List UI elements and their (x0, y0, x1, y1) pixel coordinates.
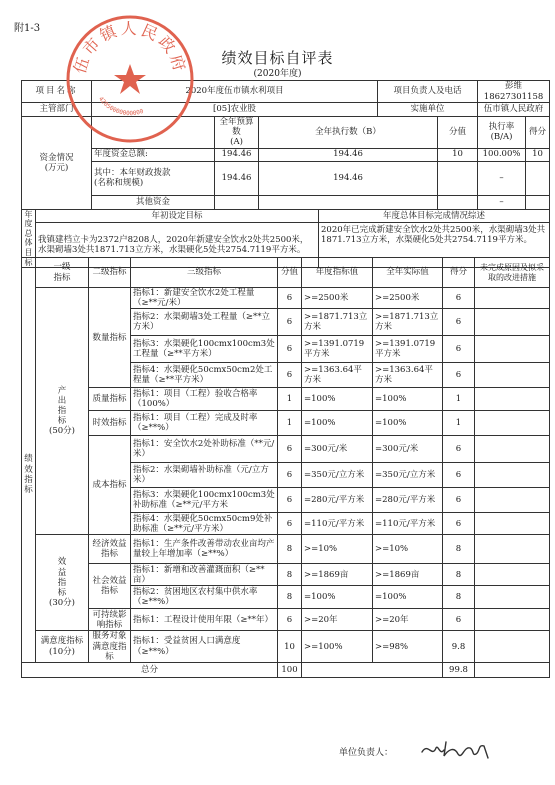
indicator-points: 6 (443, 488, 475, 513)
funds-score (438, 195, 478, 209)
dept-label: 主管部门 (22, 103, 92, 117)
col-header-l1: 一级 指标 (36, 258, 89, 288)
goals-target-text: 我镇建档立卡为2372户8208人，2020年新建安全饮水2处共2500米，水渠砌墙3处共1871.713立方米，水渠硬化5处共2754.7119平方米。 (36, 223, 319, 268)
indicator-score: 6 (278, 609, 302, 631)
funds-points (526, 195, 550, 209)
indicator-reason (475, 436, 550, 463)
indicator-target: =280元/平方米 (302, 488, 373, 513)
funds-col-rate: 执行率 (B/A) (478, 117, 526, 149)
indicator-points: 1 (443, 411, 475, 436)
indicator-reason (475, 336, 550, 363)
indicator-score: 8 (278, 535, 302, 564)
l3-indicator: 指标4：水渠硬化50cmx50cm9处补助标准（≥**元/平方米） (131, 513, 278, 535)
funds-rate: – (478, 161, 526, 195)
indicator-actual: >=1869亩 (373, 564, 443, 586)
indicator-points: 6 (443, 463, 475, 488)
indicator-score: 6 (278, 513, 302, 535)
indicator-row (22, 564, 550, 586)
indicator-actual: >=98% (373, 631, 443, 663)
seal-text: 伍市镇人民政府 (69, 18, 191, 77)
indicator-actual: =300元/米 (373, 436, 443, 463)
indicator-reason (475, 535, 550, 564)
indicator-reason (475, 488, 550, 513)
indicator-reason (475, 609, 550, 631)
indicator-row (22, 609, 550, 631)
goals-section-label: 年度 总体 目标 (22, 209, 36, 268)
indicator-target: >=1871.713立方米 (302, 309, 373, 336)
l3-indicator: 指标1：工程设计使用年限（≥**年） (131, 609, 278, 631)
indicator-score: 1 (278, 411, 302, 436)
indicator-section-label: 绩 效 指 标 (22, 288, 36, 663)
funds-row (22, 195, 550, 209)
indicator-score: 6 (278, 488, 302, 513)
indicator-actual: >=1363.64平方米 (373, 363, 443, 388)
funds-score (438, 161, 478, 195)
indicator-target: =350元/立方米 (302, 463, 373, 488)
l1-indicator: 满意度指标 (10分) (36, 631, 89, 663)
impl-label: 实施单位 (378, 103, 478, 117)
funds-rate: 100.00% (478, 148, 526, 161)
l3-indicator: 指标3：水渠硬化100cmx100cm3处补助标准（≥**元/平方米 (131, 488, 278, 513)
l2-indicator: 可持续影响指标 (89, 609, 131, 631)
funds-budget: 194.46 (215, 148, 259, 161)
funds-actual: 194.46 (259, 148, 438, 161)
funds-actual (259, 195, 438, 209)
funds-col-budget: 全年预算数 (A) (215, 117, 259, 149)
l1-indicator: 效 益 指 标 (30分) (36, 535, 89, 631)
l2-indicator: 质量指标 (89, 388, 131, 411)
indicator-score: 6 (278, 463, 302, 488)
owner-label: 项目负责人及电话 (378, 81, 478, 103)
indicator-target: >=10% (302, 535, 373, 564)
l1-indicator: 产 出 指 标 (50分) (36, 288, 89, 535)
indicator-target: =100% (302, 586, 373, 609)
indicator-row (22, 535, 550, 564)
l3-indicator: 指标1：新建安全饮水2处工程量（≥**元/米） (131, 288, 278, 309)
indicator-target: >=1869亩 (302, 564, 373, 586)
funds-col-points: 得分 (526, 117, 550, 149)
indicator-table (21, 257, 550, 678)
indicator-points: 1 (443, 388, 475, 411)
funds-row (22, 148, 550, 161)
indicator-reason (475, 309, 550, 336)
goals-done-header: 年度总体目标完成情况综述 (319, 209, 550, 223)
indicator-points: 6 (443, 309, 475, 336)
l2-indicator: 数量指标 (89, 288, 131, 388)
indicator-reason (475, 411, 550, 436)
indicator-target: >=1391.0719平方米 (302, 336, 373, 363)
funds-row-label: 其他资金 (92, 195, 215, 209)
col-header-l3: 三级指标 (131, 258, 278, 288)
funds-budget: 194.46 (215, 161, 259, 195)
col-header-points: 得分 (443, 258, 475, 288)
project-name-label: 项目名称 (22, 81, 92, 103)
l2-indicator: 服务对象满意度指标 (89, 631, 131, 663)
l3-indicator: 指标1：项目（工程）完成及时率（≥**%） (131, 411, 278, 436)
dept-value: [05]农业股 (92, 103, 378, 117)
funds-points: 10 (526, 148, 550, 161)
signature-label: 单位负责人： (339, 748, 394, 758)
funds-points (526, 161, 550, 195)
indicator-score: 10 (278, 631, 302, 663)
impl-value: 伍市镇人民政府 (478, 103, 550, 117)
indicator-points: 8 (443, 586, 475, 609)
owner-value: 彭维18627301158 (478, 81, 550, 103)
col-header-actual: 全年实际值 (373, 258, 443, 288)
l2-indicator: 社会效益指标 (89, 564, 131, 609)
funds-section-label: 资金情况 (万元) (22, 117, 92, 210)
indicator-actual: =280元/平方米 (373, 488, 443, 513)
indicator-reason (475, 631, 550, 663)
indicator-score: 8 (278, 564, 302, 586)
indicator-reason (475, 363, 550, 388)
indicator-score: 6 (278, 436, 302, 463)
indicator-target: =100% (302, 411, 373, 436)
indicator-actual: =100% (373, 411, 443, 436)
total-points: 99.8 (443, 662, 475, 677)
indicator-points: 6 (443, 436, 475, 463)
indicator-actual: >=1391.0719平方米 (373, 336, 443, 363)
l3-indicator: 指标2：贫困地区农村集中供水率（≥**%） (131, 586, 278, 609)
project-info-table (21, 80, 550, 268)
l3-indicator: 指标1：生产条件改善带动农业亩均产量较上年增加率（≥**%） (131, 535, 278, 564)
indicator-points: 6 (443, 513, 475, 535)
indicator-reason (475, 564, 550, 586)
l2-indicator: 经济效益指标 (89, 535, 131, 564)
indicator-target: >=100% (302, 631, 373, 663)
indicator-reason (475, 463, 550, 488)
indicator-score: 8 (278, 586, 302, 609)
indicator-score: 6 (278, 363, 302, 388)
goals-target-header: 年初设定目标 (36, 209, 319, 223)
l3-indicator: 指标4：水渠硬化50cmx50cm2处工程量（≥**平方米） (131, 363, 278, 388)
l3-indicator: 指标1：安全饮水2处补助标准（**元/米） (131, 436, 278, 463)
funds-score: 10 (438, 148, 478, 161)
indicator-actual: >=10% (373, 535, 443, 564)
l3-indicator: 指标2：水渠砌墙3处工程量（≥**立方米） (131, 309, 278, 336)
indicator-points: 6 (443, 288, 475, 309)
goals-done-text: 2020年已完成新建安全饮水2处共2500米，水渠砌墙3处共1871.713立方米，水渠硬化5处共2754.7119平方米。 (319, 223, 550, 268)
indicator-actual: =100% (373, 586, 443, 609)
indicator-points: 6 (443, 336, 475, 363)
col-header-target: 年度指标值 (302, 258, 373, 288)
indicator-points: 6 (443, 363, 475, 388)
indicator-actual: >=1871.713立方米 (373, 309, 443, 336)
indicator-actual: =100% (373, 388, 443, 411)
annex-label: 附1-3 (14, 23, 41, 34)
indicator-points: 8 (443, 564, 475, 586)
funds-row (22, 161, 550, 195)
total-label: 总分 (22, 662, 278, 677)
funds-actual: 194.46 (259, 161, 438, 195)
indicator-target: >=1363.64平方米 (302, 363, 373, 388)
project-name-value: 2020年度伍市镇水利项目 (92, 81, 378, 103)
indicator-points: 8 (443, 535, 475, 564)
l3-indicator: 指标1：新增和改善灌溉面积（≥**亩） (131, 564, 278, 586)
funds-row-label: 其中：本年财政拨款 (名称和规模) (92, 161, 215, 195)
indicator-actual: =350元/立方米 (373, 463, 443, 488)
indicator-reason (475, 288, 550, 309)
indicator-reason (475, 586, 550, 609)
indicator-actual: =110元/平方米 (373, 513, 443, 535)
col-header-reason: 未完成原因及拟采取的改进措施 (475, 258, 550, 288)
indicator-actual: >=2500米 (373, 288, 443, 309)
indicator-row (22, 436, 550, 463)
handwritten-signature (418, 736, 498, 762)
indicator-score: 6 (278, 288, 302, 309)
seal-code: 42050000000000 (97, 95, 145, 118)
indicator-score: 6 (278, 309, 302, 336)
l3-indicator: 指标3：水渠硬化100cmx100cm3处工程量（≥**平方米） (131, 336, 278, 363)
l2-indicator: 时效指标 (89, 411, 131, 436)
l3-indicator: 指标1：项目（工程）验收合格率（100%） (131, 388, 278, 411)
funds-budget (215, 195, 259, 209)
indicator-target: >=20年 (302, 609, 373, 631)
l3-indicator: 指标2：水渠砌墙补助标准（元/立方米） (131, 463, 278, 488)
l2-indicator: 成本指标 (89, 436, 131, 535)
funds-col-score: 分值 (438, 117, 478, 149)
col-header-l2: 二级指标 (89, 258, 131, 288)
funds-rate: – (478, 195, 526, 209)
funds-row-label: 年度资金总额: (92, 148, 215, 161)
indicator-target: =100% (302, 388, 373, 411)
col-header-score: 分值 (278, 258, 302, 288)
indicator-target: >=2500米 (302, 288, 373, 309)
funds-col-actual: 全年执行数（B） (259, 117, 438, 149)
indicator-target: =110元/平方米 (302, 513, 373, 535)
indicator-row (22, 288, 550, 309)
indicator-points: 6 (443, 609, 475, 631)
page-title: 绩效目标自评表 (221, 49, 334, 67)
indicator-reason (475, 388, 550, 411)
indicator-actual: >=20年 (373, 609, 443, 631)
indicator-points: 9.8 (443, 631, 475, 663)
indicator-score: 1 (278, 388, 302, 411)
page-subtitle: (2020年度) (253, 69, 302, 79)
total-score: 100 (278, 662, 302, 677)
l3-indicator: 指标1：受益贫困人口满意度（≥**%） (131, 631, 278, 663)
indicator-row (22, 411, 550, 436)
indicator-reason (475, 513, 550, 535)
indicator-row (22, 388, 550, 411)
indicator-score: 6 (278, 336, 302, 363)
indicator-target: =300元/米 (302, 436, 373, 463)
indicator-row (22, 631, 550, 663)
